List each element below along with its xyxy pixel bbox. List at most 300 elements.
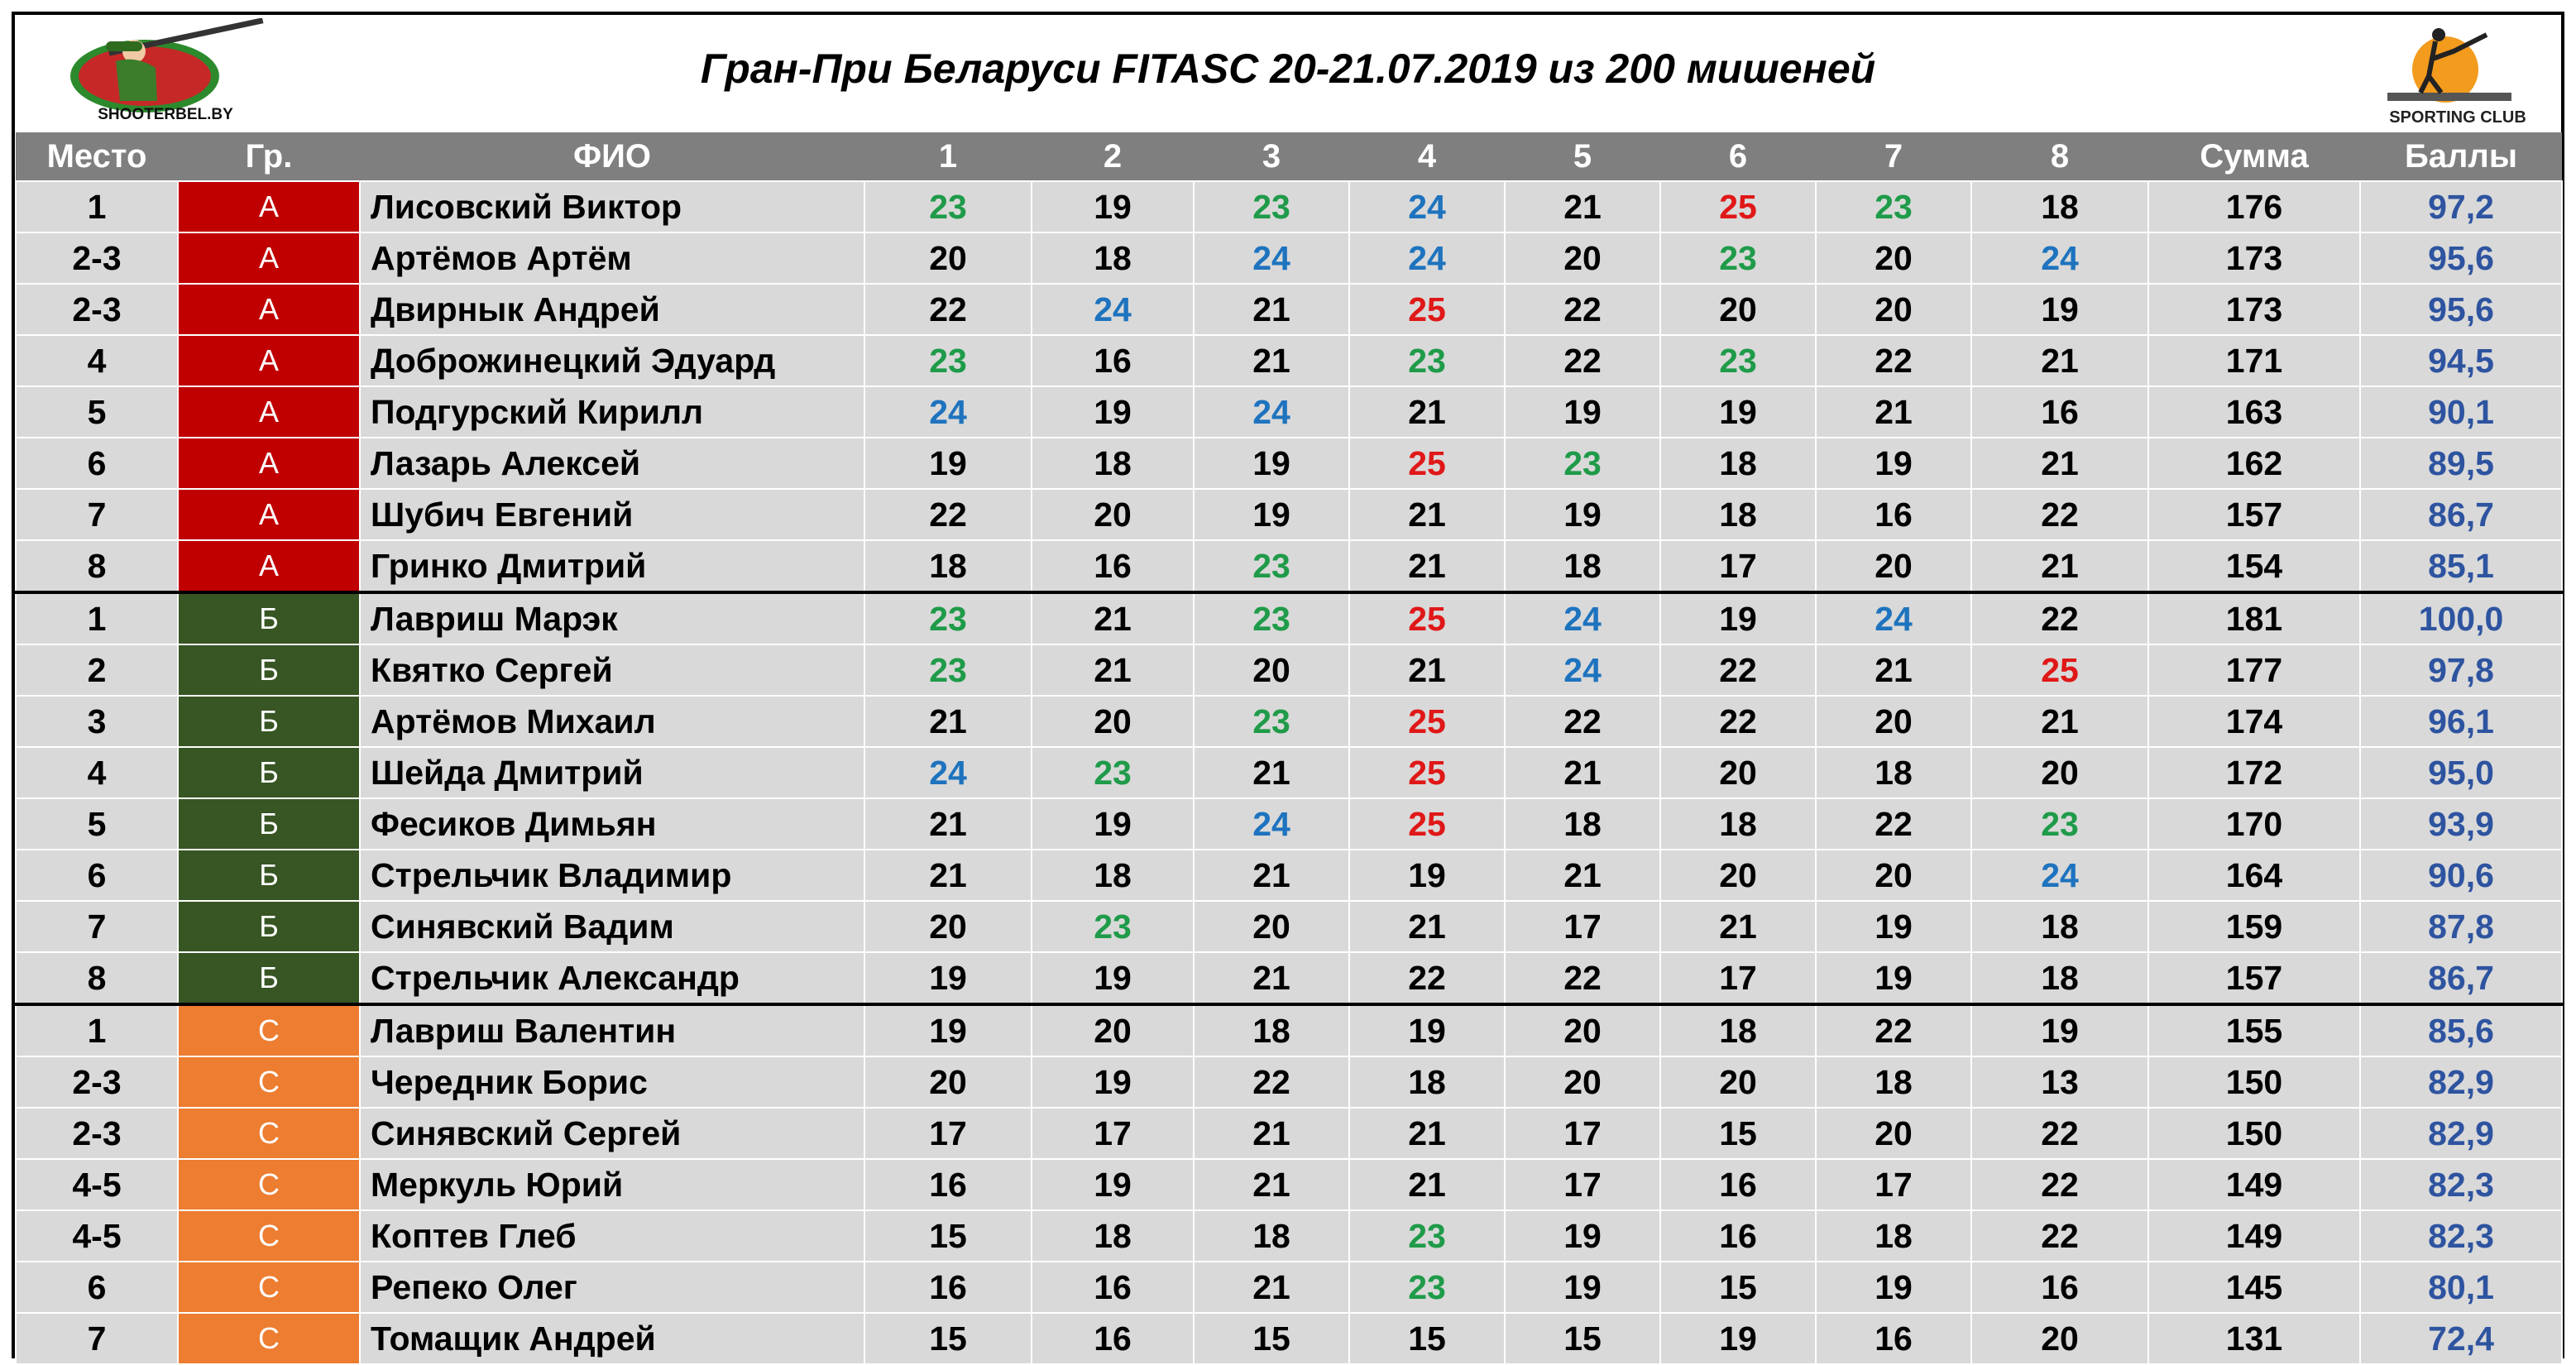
points-cell: 86,7 xyxy=(2360,489,2562,540)
series-2-score: 16 xyxy=(1032,1313,1194,1364)
series-8-score: 21 xyxy=(1971,540,2148,592)
series-5-score: 22 xyxy=(1505,335,1660,386)
table-body xyxy=(16,181,2562,1364)
group-badge: С xyxy=(178,1108,360,1159)
athlete-name: Лазарь Алексей xyxy=(360,438,864,489)
table-row xyxy=(16,540,2562,592)
series-3-score: 20 xyxy=(1194,644,1349,696)
series-2-score: 16 xyxy=(1032,335,1194,386)
series-3-score: 15 xyxy=(1194,1313,1349,1364)
series-5-score: 17 xyxy=(1505,1159,1660,1210)
series-4-score: 24 xyxy=(1349,232,1505,284)
series-8-score: 20 xyxy=(1971,1313,2148,1364)
series-2-score: 20 xyxy=(1032,1004,1194,1056)
series-4-score: 21 xyxy=(1349,489,1505,540)
series-7-score: 22 xyxy=(1816,335,1971,386)
series-2-score: 20 xyxy=(1032,696,1194,747)
column-series-3-header: 3 xyxy=(1194,132,1349,181)
series-4-score: 15 xyxy=(1349,1313,1505,1364)
place-cell: 4 xyxy=(16,747,178,798)
svg-text:SPORTING CLUB: SPORTING CLUB xyxy=(2389,108,2526,127)
series-3-score: 21 xyxy=(1194,1159,1349,1210)
athlete-name: Квятко Сергей xyxy=(360,644,864,696)
series-8-score: 21 xyxy=(1971,696,2148,747)
series-2-score: 20 xyxy=(1032,489,1194,540)
series-5-score: 21 xyxy=(1505,850,1660,901)
place-cell: 4-5 xyxy=(16,1159,178,1210)
series-2-score: 16 xyxy=(1032,1262,1194,1313)
place-cell: 2-3 xyxy=(16,1056,178,1108)
series-5-score: 22 xyxy=(1505,284,1660,335)
athlete-name: Томащик Андрей xyxy=(360,1313,864,1364)
points-cell: 95,0 xyxy=(2360,747,2562,798)
series-6-score: 22 xyxy=(1660,644,1816,696)
series-3-score: 23 xyxy=(1194,592,1349,644)
place-cell: 1 xyxy=(16,181,178,232)
series-3-score: 24 xyxy=(1194,386,1349,438)
series-2-score: 21 xyxy=(1032,592,1194,644)
series-7-score: 23 xyxy=(1816,181,1971,232)
group-badge: С xyxy=(178,1313,360,1364)
points-cell: 86,7 xyxy=(2360,952,2562,1004)
points-cell: 90,1 xyxy=(2360,386,2562,438)
series-3-score: 21 xyxy=(1194,335,1349,386)
group-badge: А xyxy=(178,335,360,386)
series-6-score: 20 xyxy=(1660,747,1816,798)
series-7-score: 20 xyxy=(1816,540,1971,592)
series-1-score: 20 xyxy=(864,901,1032,952)
series-7-score: 16 xyxy=(1816,1313,1971,1364)
table-row xyxy=(16,592,2562,644)
series-1-score: 22 xyxy=(864,489,1032,540)
series-4-score: 25 xyxy=(1349,798,1505,850)
series-5-score: 20 xyxy=(1505,1056,1660,1108)
series-2-score: 18 xyxy=(1032,438,1194,489)
series-1-score: 15 xyxy=(864,1210,1032,1262)
series-1-score: 23 xyxy=(864,592,1032,644)
group-badge: А xyxy=(178,540,360,592)
group-badge: Б xyxy=(178,644,360,696)
series-2-score: 19 xyxy=(1032,952,1194,1004)
points-cell: 93,9 xyxy=(2360,798,2562,850)
group-badge: Б xyxy=(178,901,360,952)
series-4-score: 21 xyxy=(1349,540,1505,592)
sum-cell: 177 xyxy=(2148,644,2360,696)
series-5-score: 19 xyxy=(1505,386,1660,438)
series-7-score: 19 xyxy=(1816,438,1971,489)
column-place-header: Место xyxy=(16,132,178,181)
series-5-score: 15 xyxy=(1505,1313,1660,1364)
series-8-score: 22 xyxy=(1971,1159,2148,1210)
table-row xyxy=(16,181,2562,232)
series-1-score: 19 xyxy=(864,1004,1032,1056)
sum-cell: 157 xyxy=(2148,952,2360,1004)
athlete-name: Меркуль Юрий xyxy=(360,1159,864,1210)
table-row xyxy=(16,901,2562,952)
points-cell: 96,1 xyxy=(2360,696,2562,747)
column-series-8-header: 8 xyxy=(1971,132,2148,181)
series-1-score: 24 xyxy=(864,747,1032,798)
series-3-score: 21 xyxy=(1194,284,1349,335)
series-1-score: 20 xyxy=(864,1056,1032,1108)
athlete-name: Репеко Олег xyxy=(360,1262,864,1313)
group-badge: Б xyxy=(178,592,360,644)
table-row xyxy=(16,850,2562,901)
series-2-score: 17 xyxy=(1032,1108,1194,1159)
series-6-score: 22 xyxy=(1660,696,1816,747)
series-7-score: 20 xyxy=(1816,284,1971,335)
series-6-score: 23 xyxy=(1660,335,1816,386)
table-row xyxy=(16,952,2562,1004)
points-cell: 95,6 xyxy=(2360,284,2562,335)
series-5-score: 18 xyxy=(1505,540,1660,592)
sum-cell: 154 xyxy=(2148,540,2360,592)
series-5-score: 22 xyxy=(1505,952,1660,1004)
series-6-score: 19 xyxy=(1660,592,1816,644)
athlete-name: Стрельчик Александр xyxy=(360,952,864,1004)
group-badge: Б xyxy=(178,952,360,1004)
group-badge: А xyxy=(178,386,360,438)
series-3-score: 22 xyxy=(1194,1056,1349,1108)
series-5-score: 21 xyxy=(1505,181,1660,232)
series-3-score: 24 xyxy=(1194,798,1349,850)
table-row xyxy=(16,1313,2562,1364)
series-3-score: 18 xyxy=(1194,1210,1349,1262)
athlete-name: Чередник Борис xyxy=(360,1056,864,1108)
series-1-score: 18 xyxy=(864,540,1032,592)
series-6-score: 17 xyxy=(1660,952,1816,1004)
series-8-score: 22 xyxy=(1971,1210,2148,1262)
series-2-score: 19 xyxy=(1032,1159,1194,1210)
series-1-score: 21 xyxy=(864,696,1032,747)
series-4-score: 19 xyxy=(1349,1004,1505,1056)
sum-cell: 170 xyxy=(2148,798,2360,850)
series-8-score: 22 xyxy=(1971,592,2148,644)
series-8-score: 22 xyxy=(1971,1108,2148,1159)
series-1-score: 21 xyxy=(864,798,1032,850)
points-cell: 90,6 xyxy=(2360,850,2562,901)
series-7-score: 22 xyxy=(1816,798,1971,850)
athlete-name: Синявский Вадим xyxy=(360,901,864,952)
column-series-6-header: 6 xyxy=(1660,132,1816,181)
table-header-row xyxy=(16,132,2562,181)
points-cell: 85,1 xyxy=(2360,540,2562,592)
place-cell: 2-3 xyxy=(16,232,178,284)
series-5-score: 20 xyxy=(1505,1004,1660,1056)
group-badge: А xyxy=(178,284,360,335)
series-3-score: 23 xyxy=(1194,696,1349,747)
points-cell: 82,3 xyxy=(2360,1210,2562,1262)
athlete-name: Двирнык Андрей xyxy=(360,284,864,335)
place-cell: 7 xyxy=(16,1313,178,1364)
place-cell: 4-5 xyxy=(16,1210,178,1262)
table-row xyxy=(16,335,2562,386)
page-title: Гран-При Беларуси FITASC 20-21.07.2019 из 200 мишеней xyxy=(700,46,1876,92)
series-7-score: 18 xyxy=(1816,1210,1971,1262)
series-6-score: 19 xyxy=(1660,1313,1816,1364)
place-cell: 5 xyxy=(16,386,178,438)
sporting-club-logo xyxy=(2363,18,2553,129)
series-1-score: 19 xyxy=(864,952,1032,1004)
series-5-score: 18 xyxy=(1505,798,1660,850)
column-series-2-header: 2 xyxy=(1032,132,1194,181)
series-6-score: 15 xyxy=(1660,1262,1816,1313)
place-cell: 8 xyxy=(16,952,178,1004)
sum-cell: 173 xyxy=(2148,284,2360,335)
points-cell: 95,6 xyxy=(2360,232,2562,284)
column-name-header: ФИО xyxy=(360,132,864,181)
series-2-score: 23 xyxy=(1032,901,1194,952)
series-5-score: 24 xyxy=(1505,644,1660,696)
series-5-score: 20 xyxy=(1505,232,1660,284)
series-5-score: 17 xyxy=(1505,1108,1660,1159)
sum-cell: 150 xyxy=(2148,1056,2360,1108)
series-8-score: 16 xyxy=(1971,386,2148,438)
sum-cell: 163 xyxy=(2148,386,2360,438)
sum-cell: 145 xyxy=(2148,1262,2360,1313)
series-6-score: 17 xyxy=(1660,540,1816,592)
series-4-score: 18 xyxy=(1349,1056,1505,1108)
sum-cell: 157 xyxy=(2148,489,2360,540)
group-badge: Б xyxy=(178,798,360,850)
column-series-7-header: 7 xyxy=(1816,132,1971,181)
athlete-name: Стрельчик Владимир xyxy=(360,850,864,901)
athlete-name: Лисовский Виктор xyxy=(360,181,864,232)
group-badge: Б xyxy=(178,747,360,798)
series-5-score: 17 xyxy=(1505,901,1660,952)
sum-cell: 149 xyxy=(2148,1159,2360,1210)
column-series-1-header: 1 xyxy=(864,132,1032,181)
series-6-score: 20 xyxy=(1660,850,1816,901)
group-badge: А xyxy=(178,232,360,284)
series-1-score: 16 xyxy=(864,1159,1032,1210)
group-badge: С xyxy=(178,1004,360,1056)
series-4-score: 25 xyxy=(1349,747,1505,798)
table-row xyxy=(16,1004,2562,1056)
series-3-score: 23 xyxy=(1194,181,1349,232)
series-3-score: 23 xyxy=(1194,540,1349,592)
series-8-score: 22 xyxy=(1971,489,2148,540)
series-1-score: 22 xyxy=(864,284,1032,335)
series-8-score: 18 xyxy=(1971,181,2148,232)
series-3-score: 18 xyxy=(1194,1004,1349,1056)
sum-cell: 159 xyxy=(2148,901,2360,952)
table-row xyxy=(16,386,2562,438)
table-row xyxy=(16,798,2562,850)
series-8-score: 19 xyxy=(1971,284,2148,335)
place-cell: 7 xyxy=(16,901,178,952)
series-6-score: 18 xyxy=(1660,438,1816,489)
points-cell: 82,9 xyxy=(2360,1108,2562,1159)
place-cell: 2-3 xyxy=(16,1108,178,1159)
series-8-score: 25 xyxy=(1971,644,2148,696)
athlete-name: Артёмов Артём xyxy=(360,232,864,284)
place-cell: 2-3 xyxy=(16,284,178,335)
series-6-score: 20 xyxy=(1660,284,1816,335)
points-cell: 82,9 xyxy=(2360,1056,2562,1108)
series-1-score: 23 xyxy=(864,181,1032,232)
series-7-score: 19 xyxy=(1816,952,1971,1004)
place-cell: 3 xyxy=(16,696,178,747)
sum-cell: 176 xyxy=(2148,181,2360,232)
points-cell: 72,4 xyxy=(2360,1313,2562,1364)
series-1-score: 21 xyxy=(864,850,1032,901)
group-badge: А xyxy=(178,489,360,540)
series-1-score: 24 xyxy=(864,386,1032,438)
series-5-score: 21 xyxy=(1505,747,1660,798)
series-2-score: 21 xyxy=(1032,644,1194,696)
sum-cell: 172 xyxy=(2148,747,2360,798)
series-2-score: 23 xyxy=(1032,747,1194,798)
group-badge: Б xyxy=(178,696,360,747)
series-3-score: 21 xyxy=(1194,747,1349,798)
series-2-score: 24 xyxy=(1032,284,1194,335)
sum-cell: 131 xyxy=(2148,1313,2360,1364)
series-2-score: 19 xyxy=(1032,386,1194,438)
table-row xyxy=(16,1210,2562,1262)
series-7-score: 16 xyxy=(1816,489,1971,540)
results-table xyxy=(15,132,2563,1365)
series-7-score: 19 xyxy=(1816,901,1971,952)
series-2-score: 18 xyxy=(1032,232,1194,284)
series-8-score: 18 xyxy=(1971,901,2148,952)
series-6-score: 18 xyxy=(1660,798,1816,850)
series-6-score: 25 xyxy=(1660,181,1816,232)
series-1-score: 20 xyxy=(864,232,1032,284)
points-cell: 97,2 xyxy=(2360,181,2562,232)
sum-cell: 171 xyxy=(2148,335,2360,386)
series-5-score: 19 xyxy=(1505,489,1660,540)
points-cell: 94,5 xyxy=(2360,335,2562,386)
column-group-header: Гр. xyxy=(178,132,360,181)
group-badge: С xyxy=(178,1210,360,1262)
series-3-score: 21 xyxy=(1194,1262,1349,1313)
series-1-score: 17 xyxy=(864,1108,1032,1159)
group-badge: С xyxy=(178,1159,360,1210)
column-sum-header: Сумма xyxy=(2148,132,2360,181)
place-cell: 5 xyxy=(16,798,178,850)
series-6-score: 19 xyxy=(1660,386,1816,438)
athlete-name: Лавриш Валентин xyxy=(360,1004,864,1056)
series-7-score: 22 xyxy=(1816,1004,1971,1056)
athlete-name: Артёмов Михаил xyxy=(360,696,864,747)
table-row xyxy=(16,644,2562,696)
series-8-score: 21 xyxy=(1971,438,2148,489)
series-6-score: 21 xyxy=(1660,901,1816,952)
series-1-score: 19 xyxy=(864,438,1032,489)
series-4-score: 25 xyxy=(1349,592,1505,644)
place-cell: 6 xyxy=(16,850,178,901)
place-cell: 4 xyxy=(16,335,178,386)
place-cell: 7 xyxy=(16,489,178,540)
series-6-score: 20 xyxy=(1660,1056,1816,1108)
series-3-score: 20 xyxy=(1194,901,1349,952)
sum-cell: 181 xyxy=(2148,592,2360,644)
series-3-score: 21 xyxy=(1194,850,1349,901)
sum-cell: 155 xyxy=(2148,1004,2360,1056)
series-2-score: 18 xyxy=(1032,850,1194,901)
series-3-score: 19 xyxy=(1194,489,1349,540)
table-row xyxy=(16,1056,2562,1108)
series-4-score: 24 xyxy=(1349,181,1505,232)
table-row xyxy=(16,1108,2562,1159)
series-8-score: 24 xyxy=(1971,232,2148,284)
series-8-score: 18 xyxy=(1971,952,2148,1004)
series-6-score: 16 xyxy=(1660,1159,1816,1210)
column-series-5-header: 5 xyxy=(1505,132,1660,181)
series-4-score: 19 xyxy=(1349,850,1505,901)
place-cell: 2 xyxy=(16,644,178,696)
series-7-score: 20 xyxy=(1816,696,1971,747)
series-6-score: 23 xyxy=(1660,232,1816,284)
table-row xyxy=(16,284,2562,335)
series-1-score: 15 xyxy=(864,1313,1032,1364)
place-cell: 1 xyxy=(16,1004,178,1056)
series-2-score: 19 xyxy=(1032,1056,1194,1108)
series-7-score: 21 xyxy=(1816,644,1971,696)
header xyxy=(15,15,2561,132)
series-2-score: 19 xyxy=(1032,181,1194,232)
series-4-score: 21 xyxy=(1349,1108,1505,1159)
series-4-score: 22 xyxy=(1349,952,1505,1004)
series-5-score: 24 xyxy=(1505,592,1660,644)
series-8-score: 23 xyxy=(1971,798,2148,850)
group-badge: С xyxy=(178,1056,360,1108)
points-cell: 97,8 xyxy=(2360,644,2562,696)
athlete-name: Лавриш Марэк xyxy=(360,592,864,644)
series-8-score: 19 xyxy=(1971,1004,2148,1056)
series-7-score: 20 xyxy=(1816,232,1971,284)
table-row xyxy=(16,438,2562,489)
series-2-score: 18 xyxy=(1032,1210,1194,1262)
results-sheet xyxy=(12,12,2564,1358)
points-cell: 80,1 xyxy=(2360,1262,2562,1313)
series-6-score: 18 xyxy=(1660,489,1816,540)
series-4-score: 21 xyxy=(1349,386,1505,438)
column-series-4-header: 4 xyxy=(1349,132,1505,181)
series-7-score: 19 xyxy=(1816,1262,1971,1313)
sum-cell: 162 xyxy=(2148,438,2360,489)
place-cell: 1 xyxy=(16,592,178,644)
series-4-score: 25 xyxy=(1349,696,1505,747)
athlete-name: Шубич Евгений xyxy=(360,489,864,540)
series-5-score: 19 xyxy=(1505,1210,1660,1262)
series-8-score: 20 xyxy=(1971,747,2148,798)
series-4-score: 23 xyxy=(1349,335,1505,386)
column-points-header: Баллы xyxy=(2360,132,2562,181)
athlete-name: Шейда Дмитрий xyxy=(360,747,864,798)
series-1-score: 23 xyxy=(864,335,1032,386)
group-badge: Б xyxy=(178,850,360,901)
table-row xyxy=(16,489,2562,540)
series-4-score: 25 xyxy=(1349,284,1505,335)
series-8-score: 16 xyxy=(1971,1262,2148,1313)
series-4-score: 21 xyxy=(1349,644,1505,696)
series-5-score: 23 xyxy=(1505,438,1660,489)
series-7-score: 20 xyxy=(1816,850,1971,901)
series-3-score: 19 xyxy=(1194,438,1349,489)
sum-cell: 164 xyxy=(2148,850,2360,901)
series-6-score: 18 xyxy=(1660,1004,1816,1056)
points-cell: 82,3 xyxy=(2360,1159,2562,1210)
table-row xyxy=(16,1262,2562,1313)
group-badge: А xyxy=(178,181,360,232)
series-5-score: 19 xyxy=(1505,1262,1660,1313)
athlete-name: Подгурский Кирилл xyxy=(360,386,864,438)
series-3-score: 21 xyxy=(1194,1108,1349,1159)
series-2-score: 16 xyxy=(1032,540,1194,592)
athlete-name: Гринко Дмитрий xyxy=(360,540,864,592)
